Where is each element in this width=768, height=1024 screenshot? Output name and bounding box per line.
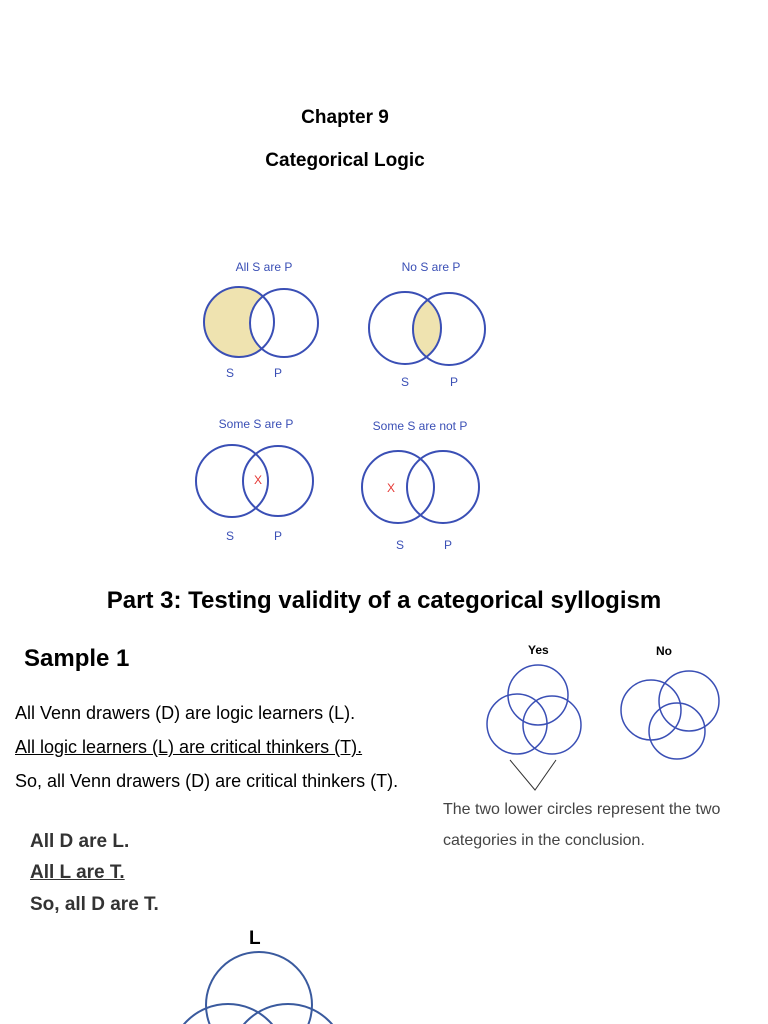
venn-caption-no-s-are-p: No S are P: [401, 260, 461, 274]
pointer-lines: [510, 760, 556, 790]
no-arrangement: [621, 671, 719, 759]
venn-p-label: P: [274, 366, 283, 380]
chapter-title: Categorical Logic: [265, 150, 425, 171]
venn-s-label: S: [401, 375, 410, 389]
argument-premise-1: All Venn drawers (D) are logic learners (L).: [15, 703, 356, 723]
venn-s-label: S: [396, 538, 405, 552]
short-premise-2: All L are T.: [30, 862, 125, 883]
bottom-circle: [649, 703, 705, 759]
venn-caption-some-s-are-p: Some S are P: [218, 417, 294, 431]
sample-heading: Sample 1: [24, 645, 130, 672]
venn-caption-all-s-are-p: All S are P: [235, 260, 293, 274]
venn-p-label: P: [274, 529, 283, 543]
venn-no-s-are-p: [369, 292, 485, 365]
top-circle: [508, 665, 568, 725]
venn-s-label: S: [226, 366, 235, 380]
venn-p-label: P: [444, 538, 453, 552]
short-conclusion: So, all D are T.: [30, 894, 159, 915]
argument-conclusion: So, all Venn drawers (D) are critical thinkers (T).: [15, 771, 399, 791]
venn-p-label: P: [450, 375, 459, 389]
note-line-2: categories in the conclusion.: [443, 832, 645, 849]
diagram-label-l: L: [249, 928, 261, 949]
left-circle: [621, 680, 681, 740]
venn-s-label: S: [226, 529, 235, 543]
chapter-number: Chapter 9: [301, 107, 389, 128]
note-line-1: The two lower circles represent the two: [443, 801, 721, 818]
s-circle: [362, 451, 434, 523]
venn-some-s-are-not-p: [362, 451, 479, 523]
part-heading: Part 3: Testing validity of a categorical syllogism: [106, 587, 662, 614]
p-circle: [407, 451, 479, 523]
venn-caption-some-s-are-not-p: Some S are not P: [372, 419, 468, 433]
venn-all-s-are-p: [204, 287, 318, 357]
short-premise-1: All D are L.: [30, 831, 130, 852]
no-label: No: [656, 644, 672, 658]
yes-arrangement: [487, 665, 581, 790]
lower-left-circle: [487, 694, 547, 754]
argument-premise-2: All logic learners (L) are critical thinkers (T).: [15, 737, 363, 757]
bottom-venn-diagram: [170, 952, 346, 1024]
existence-mark: X: [387, 481, 396, 495]
existence-mark: X: [254, 473, 263, 487]
yes-label: Yes: [528, 643, 549, 657]
right-circle: [659, 671, 719, 731]
